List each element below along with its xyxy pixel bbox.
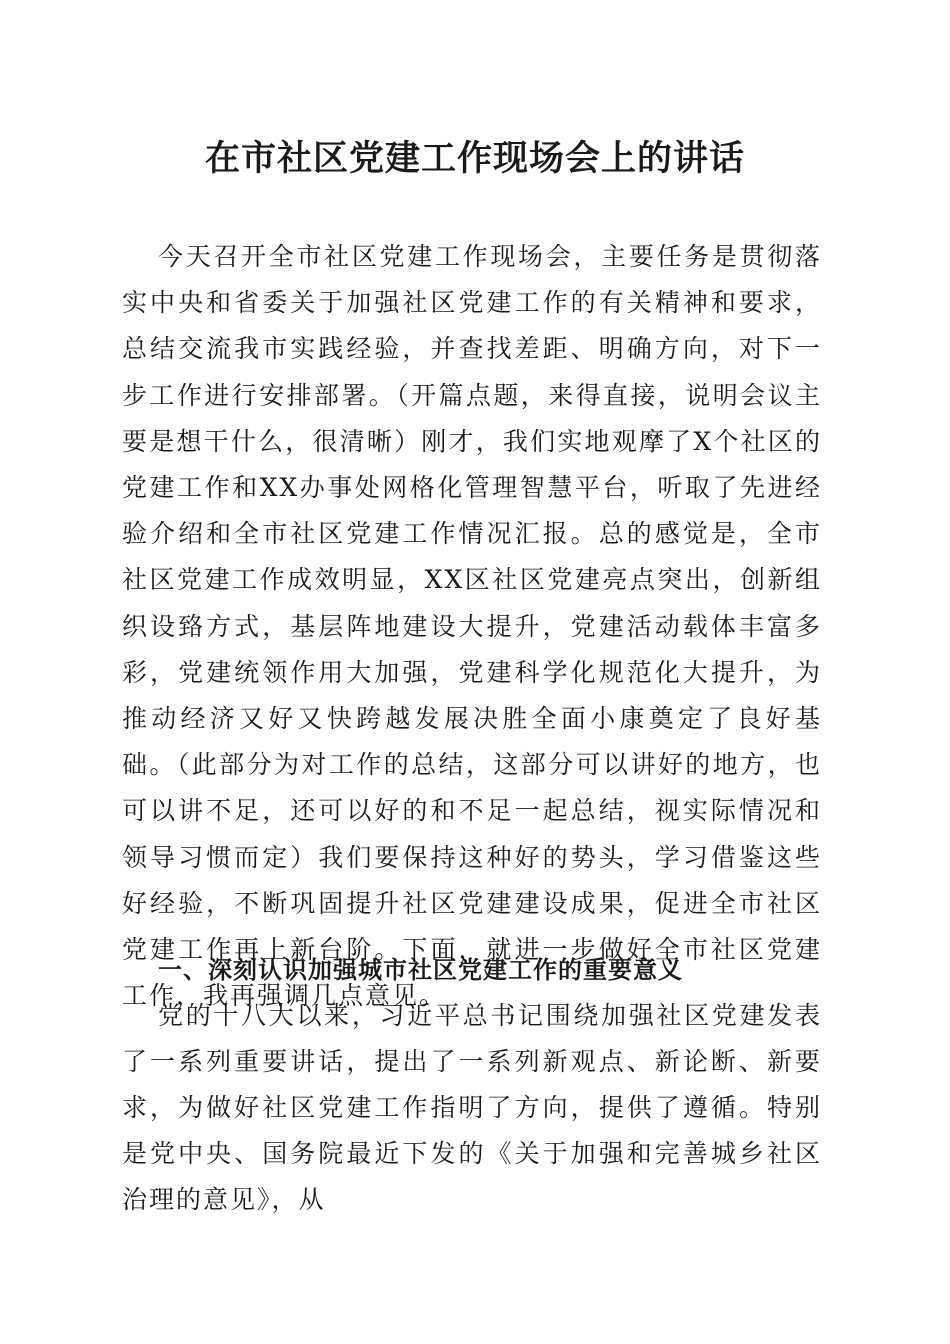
- section-heading-1: 一、深刻认识加强城市社区党建工作的重要意义: [158, 956, 683, 984]
- paragraph-opening: 今天召开全市社区党建工作现场会，主要任务是贯彻落实中央和省委关于加强社区党建工作的有关精神和要求，总结交流我市实践经验，并查找差距、明确方向，对下一步工作进行安排部署。（开篇点题，来得直接，说明会议主要是想干什么，很清晰）刚才，我们实地观摩了X个社区的党建工作和XX办事处网格化管理智慧平台，听取了先进经验介绍和全市社区党建工作情况汇报。总的感觉是，全市社区党建工作成效明显，XX区社区党建亮点突出，创新组织设臵方式，基层阵地建设大提升，党建活动载体丰富多彩，党建统领作用大加强，党建科学化规范化大提升，为推动经济又好又快跨越发展决胜全面小康奠定了良好基础。（此部分为对工作的总结，这部分可以讲好的地方，也可以讲不足，还可以好的和不足一起总结，视实际情况和领导习惯而定）我们要保持这种好的势头，学习借鉴这些好经验，不断巩固提升社区党建建设成果，促进全市社区党建工作再上新台阶。下面，就进一步做好全市社区党建工作，我再强调几点意见。: [122, 242, 822, 1011]
- paragraph-section-1: 党的十八大以来，习近平总书记围绕加强社区党建发表了一系列重要讲话，提出了一系列新观点、新论断、新要求，为做好社区党建工作指明了方向，提供了遵循。特别是党中央、国务院最近下发的《关于加强和完善城乡社区治理的意见》，从: [122, 1001, 822, 1214]
- document-title: 在市社区党建工作现场会上的讲话: [204, 138, 745, 179]
